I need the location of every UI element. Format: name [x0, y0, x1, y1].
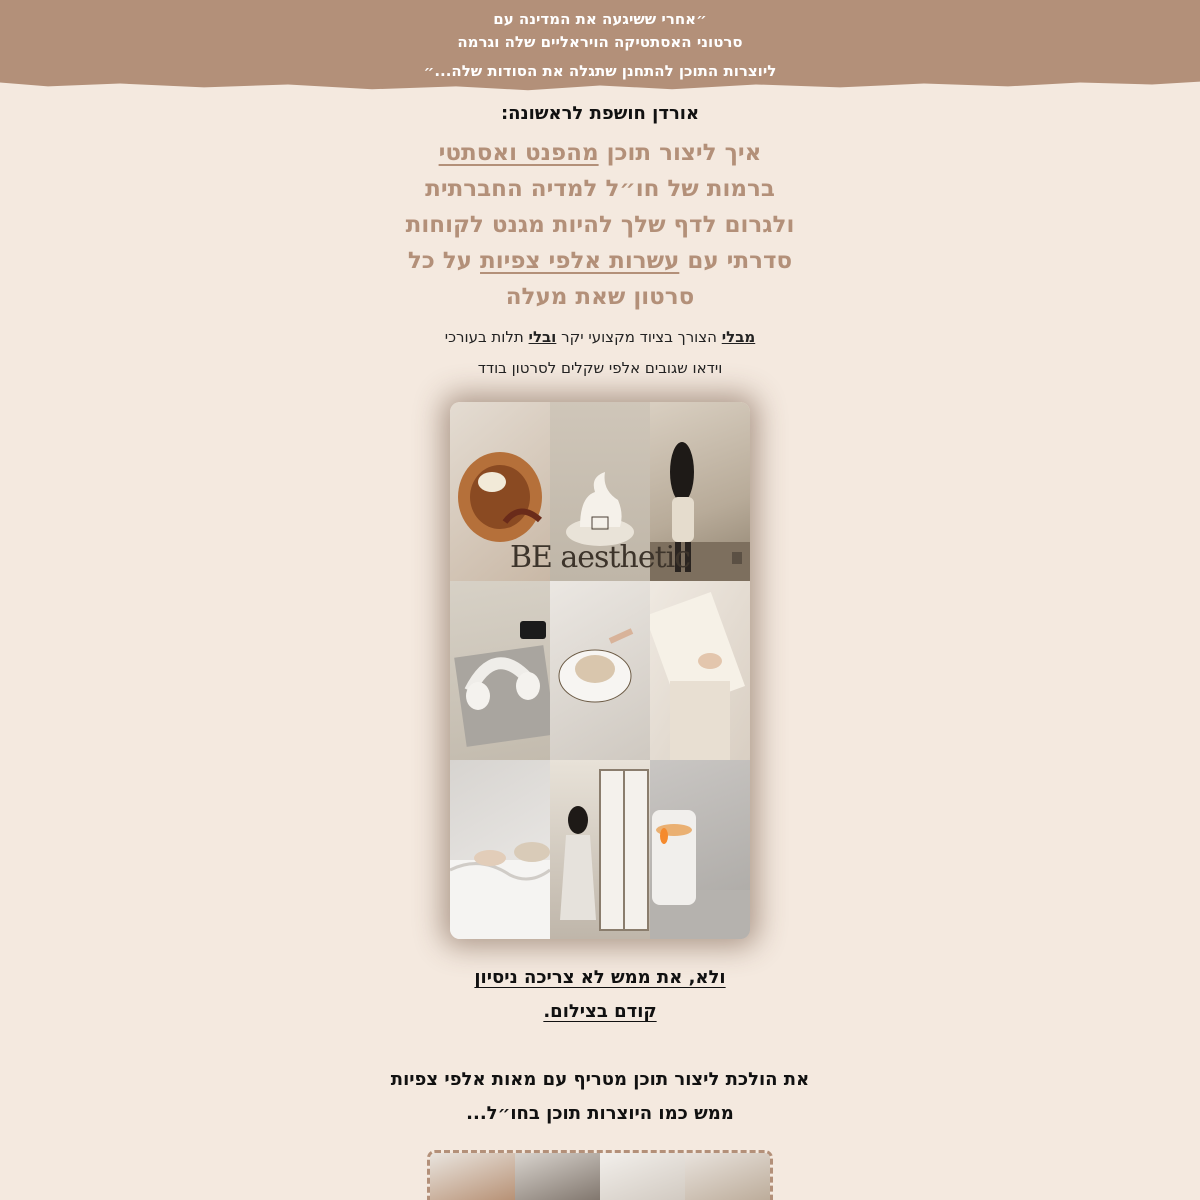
woman-back-photo [515, 1153, 600, 1200]
headline-line-2: ברמות של חו״ל למדיה החברתית [425, 176, 775, 202]
subtext-emphasis-and-without: ובלי [528, 328, 557, 346]
promise-line-1: את הולכת ליצור תוכן מטריף עם מאות אלפי צפיות [390, 1069, 810, 1090]
berries-plate-photo [430, 1153, 515, 1200]
headline-line-4-text-a: סדרתי עם [679, 248, 793, 274]
subtext-line-1-a: הצורך בציוד מקצועי יקר [556, 328, 722, 346]
banner-quote-line-2: סרטוני האסתטיקה הויראליים שלה וגרמה [457, 33, 743, 51]
cta-line-2: קודם בצילום. [543, 1001, 657, 1022]
promise-line-2: ממש כמו היוצרות תוכן בחו״ל... [466, 1103, 734, 1124]
headline-line-1 [0, 140, 1200, 166]
banner-quote-line-1: ״אחרי ששיגעה את המדינה עם [493, 10, 707, 28]
headline-line-1-underlined: מהפנט ואסתטי [438, 140, 599, 166]
headline-line-5: סרטון שאת מעלה [505, 284, 695, 310]
bottom-image-strip[interactable] [427, 1150, 773, 1200]
subtext-line-2: וידאו שגובים אלפי שקלים לסרטון בודד [477, 359, 723, 377]
banner-quote-line-3: ליוצרות התוכן להתחנן שתגלה את הסודות שלה...״ [423, 62, 777, 80]
subtext-line-1-c: תלות בעורכי [444, 328, 529, 346]
eyebrow-heading: אורדן חושפת לראשונה: [500, 103, 700, 124]
bed-sheets-photo [450, 760, 550, 939]
headline-line-3: ולגרום לדף שלך להיות מגנט לקוחות [405, 212, 795, 238]
interior-photo [600, 1153, 685, 1200]
headline-line-4 [0, 248, 1200, 274]
video-collage[interactable] [450, 402, 750, 939]
headline-line-4-text-b: על כל [407, 248, 481, 274]
candle-photo [650, 760, 750, 939]
headphones-photo [450, 581, 550, 760]
book-reading-photo [650, 581, 750, 760]
subtext-emphasis-without: מבלי [721, 328, 756, 346]
window-woman-photo [550, 760, 650, 939]
cta-line-1: ולא, את ממש לא צריכה ניסיון [474, 967, 726, 988]
fruit-bowl-photo [685, 1153, 770, 1200]
subtext-line-1 [0, 328, 1200, 346]
brand-logo: BE aesthetic [509, 540, 691, 575]
headline-line-4-underlined: עשרות אלפי צפיות [480, 248, 680, 274]
headline-line-1-text: איך ליצור תוכן [598, 140, 762, 166]
coffee-cup-photo [550, 581, 650, 760]
